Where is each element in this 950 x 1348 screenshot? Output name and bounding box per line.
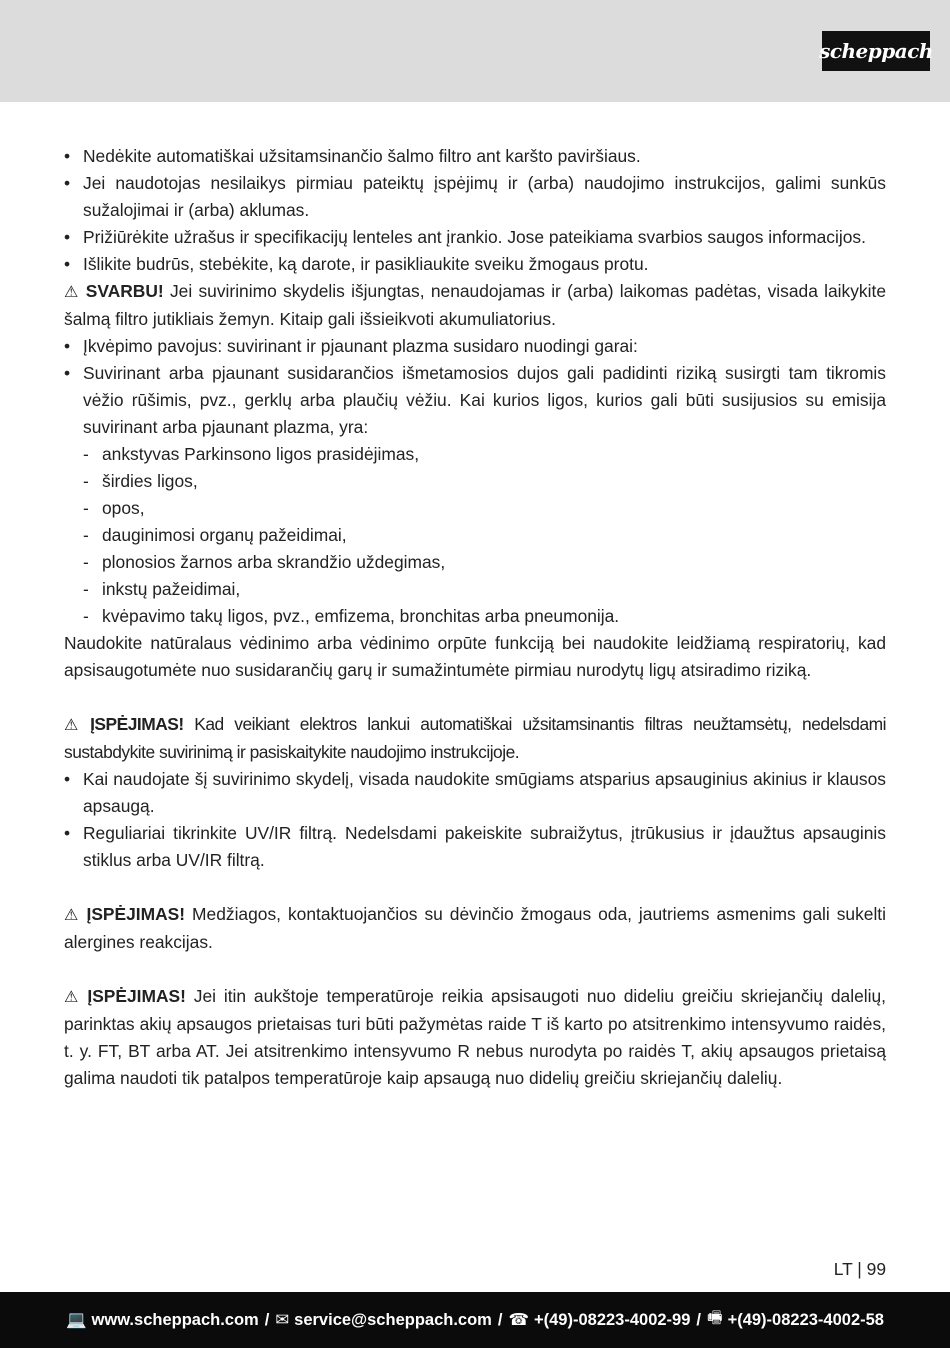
footer-separator: /	[497, 1310, 503, 1329]
warning-text: Jei itin aukštoje temperatūroje reikia apsisaugoti nuo dideliu greičiu skriejančių dalelių, parinktas akių apsaugos prietaisas turi būti pažymėtas raide T iš karto po atsitrenkimo intensyvumo raidės, t. y. FT, BT arba AT. Jei atsitrenkimo intensyvumo R nebus nurodyta po raidės T, akių apsaugos prietaisą galima naudoti tik patalpos temperatūroje kaip apsaugą nuo didelių greičiu skriejančių dalelių.	[64, 986, 886, 1088]
list-item: • Įkvėpimo pavojus: suvirinant ir pjaunant plazma susidaro nuodingi garai:	[64, 333, 886, 360]
page-header	[0, 0, 950, 102]
list-item: • Jei naudotojas nesilaikys pirmiau pateiktų įspėjimų ir (arba) naudojimo instrukcijos, galimi sunkūs sužalojimai ir (arba) aklumas.	[64, 170, 886, 224]
dash-list-item: - opos,	[83, 498, 145, 518]
warning-label: ĮSPĖJIMAS!	[90, 714, 184, 734]
list-item: • Reguliariai tikrinkite UV/IR filtrą. Nedelsdami pakeiskite subraižytus, įtrūkusius ir įdaužtus apsauginis stiklus arba UV/IR filtrą.	[64, 820, 886, 874]
phone-icon: ☎	[508, 1311, 529, 1329]
warning-icon: ⚠	[64, 989, 82, 1006]
page-content	[64, 143, 886, 1092]
phone-number: +(49)-08223-4002-99	[534, 1310, 691, 1329]
dash-list-item: - kvėpavimo takų ligos, pvz., emfizema, bronchitas arba pneumonija.	[83, 606, 620, 626]
warning-note	[64, 711, 886, 766]
warning-label: ĮSPĖJIMAS!	[86, 904, 186, 924]
list-item: • Nedėkite automatiškai užsitamsinančio šalmo filtro ant karšto paviršiaus.	[64, 143, 886, 170]
dash-list-item: - širdies ligos,	[83, 471, 198, 491]
warning-icon: ⚠	[64, 284, 80, 301]
email-icon: ✉	[275, 1311, 290, 1329]
list-item: • Prižiūrėkite užrašus ir specifikacijų lenteles ant įrankio. Jose pateikiama svarbios saugos informacijos.	[64, 224, 886, 251]
list-item: • Kai naudojate šį suvirinimo skydelį, visada naudokite smūgiams atsparius apsauginius akinius ir klausos apsaugą.	[64, 766, 886, 820]
page-number-value: 99	[866, 1259, 886, 1279]
dash-list-item: - plonosios žarnos arba skrandžio uždegimas,	[83, 552, 446, 572]
important-label: SVARBU!	[85, 281, 164, 301]
language-code: LT	[833, 1259, 853, 1279]
warning-note	[64, 983, 886, 1092]
warning-text: Kad veikiant elektros lankui automatiškai užsitamsinantis filtras neužtamsėtų, nedelsdami sustabdykite suvirinimą ir pasiskaitykite naudojimo instrukcijoje.	[64, 714, 886, 762]
fax-number: +(49)-08223-4002-58	[727, 1310, 884, 1329]
dash-list-item: - inkstų pažeidimai,	[83, 579, 241, 599]
important-note	[64, 278, 886, 333]
page-footer	[0, 1292, 950, 1348]
footer-separator: /	[696, 1310, 701, 1329]
footer-separator: /	[264, 1310, 270, 1329]
warning-text: Medžiagos, kontaktuojančios su dėvinčio žmogaus oda, jautriems asmenims gali sukelti alergines reakcijas.	[64, 904, 887, 952]
email-link[interactable]: service@scheppach.com	[294, 1310, 492, 1329]
scheppach-logo: scheppach	[822, 31, 930, 71]
website-link[interactable]: www.scheppach.com	[91, 1310, 259, 1329]
page-number	[810, 1259, 886, 1280]
dash-list-item: - dauginimosi organų pažeidimai,	[83, 525, 347, 545]
fax-icon: 🖷	[707, 1309, 723, 1327]
important-text: Jei suvirinimo skydelis išjungtas, nenaudojamas ir (arba) laikomas padėtas, visada laikykite šalmą filtro jutikliais žemyn. Kitaip gali išsieikvoti akumuliatorius.	[64, 281, 886, 329]
warning-note	[64, 901, 886, 956]
page-number-separator: |	[857, 1259, 862, 1279]
warning-icon: ⚠	[64, 717, 85, 734]
dash-list-item: - ankstyvas Parkinsono ligos prasidėjimas,	[83, 444, 420, 464]
warning-label: ĮSPĖJIMAS!	[87, 986, 186, 1006]
computer-icon: 💻	[66, 1310, 87, 1329]
warning-icon: ⚠	[64, 907, 81, 924]
list-item: • Suvirinant arba pjaunant susidarančios išmetamosios dujos gali padidinti riziką susirgti tam tikromis vėžio rūšimis, pvz., gerklų arba plaučių vėžiu. Kai kurios ligos, kurios gali būti susijusios su emisija suvirinant arba pjaunant plazma, yra:	[64, 360, 886, 441]
list-item: • Išlikite budrūs, stebėkite, ką darote, ir pasikliaukite sveiku žmogaus protu.	[64, 251, 886, 278]
paragraph: Naudokite natūralaus vėdinimo arba vėdinimo orpūte funkciją bei naudokite leidžiamą respiratorių, kad apsisaugotumėte nuo susidarančių garų ir sumažintumėte pirmiau nurodytų ligų atsiradimo riziką.	[64, 633, 886, 680]
